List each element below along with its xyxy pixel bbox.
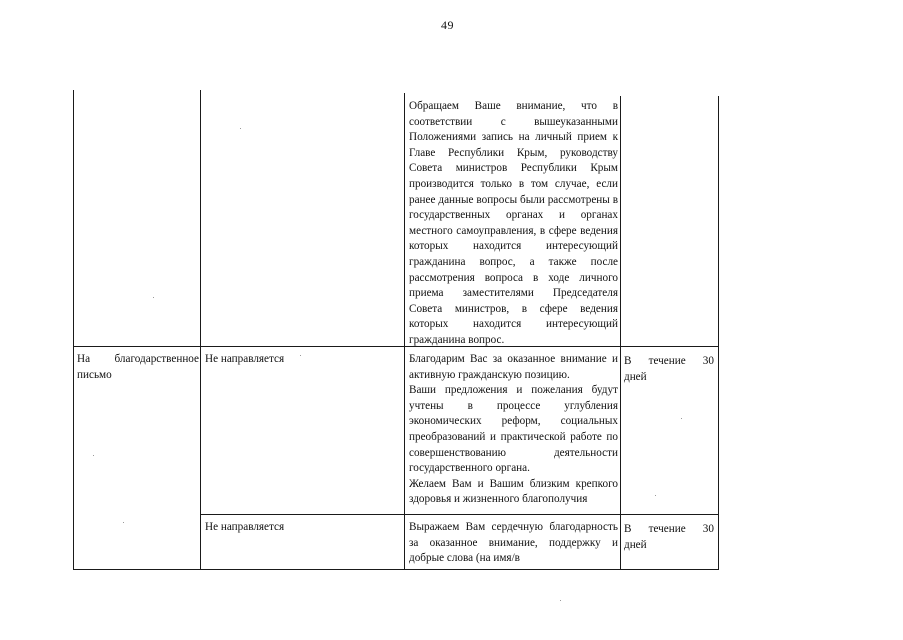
row2-deadline-line2: дней	[624, 370, 647, 383]
column-divider-2	[404, 93, 405, 570]
page-number: 49	[441, 18, 454, 32]
row2-response-paragraph-3: Желаем Вам и Вашим близким крепкого здоровья и жизненного благополучия	[409, 477, 618, 506]
row1-response-text: Обращаем Ваше внимание, что в соответствии с вышеуказанными Положениями запись на личный прием к Главе Республики Крым, руководству Совета министров Республики Крым производится только в том случае, если ранее данные вопросы были рассмотрены в государственных органах и органах местного самоуправления, в сфере ведения которых находится интересующий гражданина вопрос, а также после рассмотрения вопроса в ходе личного приема заместителями Председателя Совета министров, в сфере ведения которых находится интересующий гражданина вопрос.	[409, 100, 618, 346]
row3-deadline-line2: дней	[624, 538, 647, 551]
row3-deadline	[624, 522, 714, 553]
column-divider-3	[620, 96, 621, 570]
row2-response-paragraph-1: Благодарим Вас за оказанное внимание и активную гражданскую позицию.	[409, 353, 618, 381]
row2-response-text	[409, 352, 618, 508]
row2-deadline-line1: В течение 30	[624, 355, 714, 367]
table-border-bottom	[73, 569, 719, 570]
row2-reply-method: Не направляется	[205, 353, 285, 365]
row-divider-2	[200, 514, 719, 515]
row-divider-1	[73, 346, 719, 347]
column-divider-1	[200, 90, 201, 570]
table-border-left	[73, 90, 74, 570]
row2-deadline	[624, 354, 714, 385]
row2-response-paragraph-2: Ваши предложения и пожелания будут учтены в процессе углубления экономических реформ, социальных преобразований и практической работе по совершенствованию деятельности государственного органа.	[409, 384, 618, 475]
row2-request-type	[77, 352, 199, 383]
row3-deadline-line1: В течение 30	[624, 523, 714, 535]
row3-reply-method: Не направляется	[205, 521, 285, 533]
row3-response-text: Выражаем Вам сердечную благодарность за оказанное внимание, поддержку и добрые слова (на имя/в	[409, 521, 618, 565]
table-border-right	[718, 96, 719, 570]
row2-request-type-text: На благодарственное письмо	[77, 353, 199, 381]
